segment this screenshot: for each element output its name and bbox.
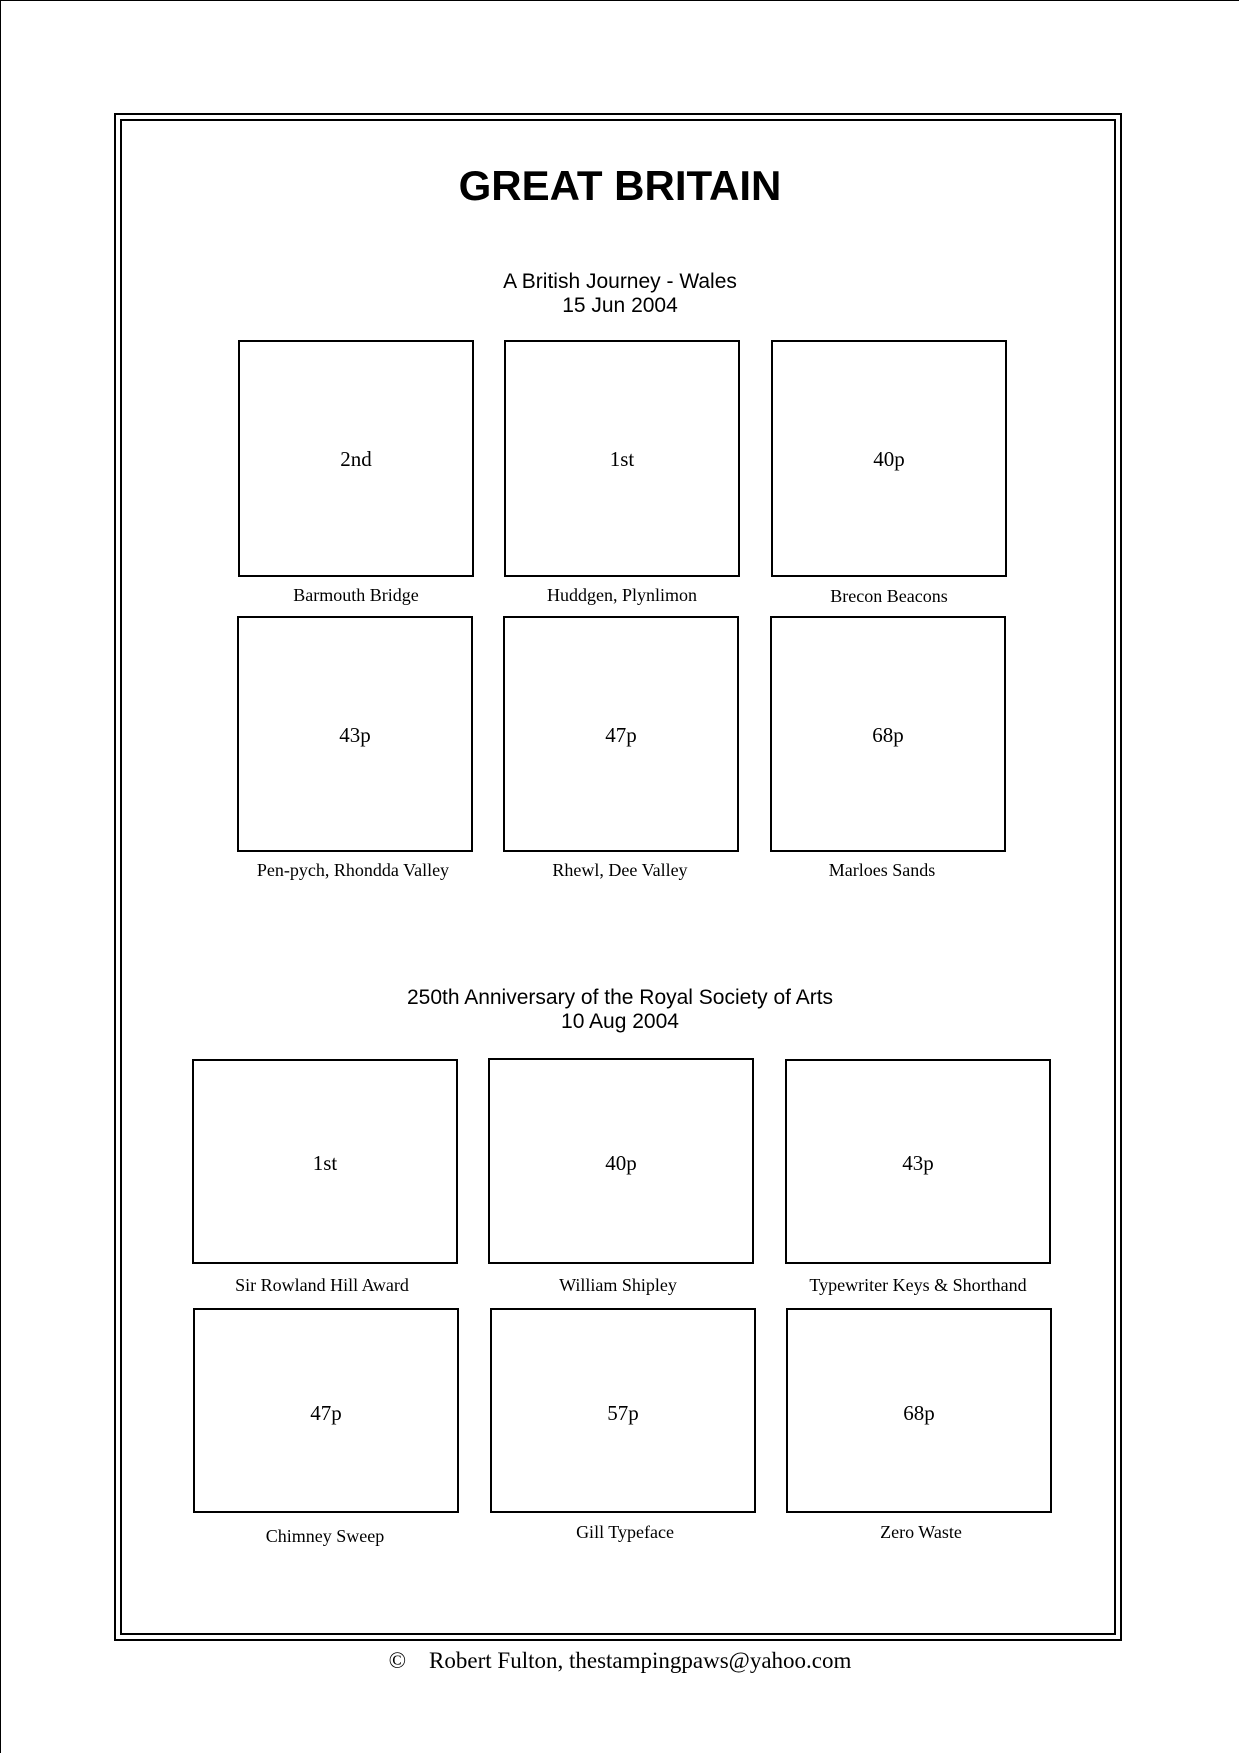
stamp-value: 43p: [339, 723, 371, 747]
copyright-footer: © Robert Fulton, thestampingpaws@yahoo.com: [388, 1648, 852, 1673]
stamp-value: 1st: [609, 447, 635, 471]
stamp-value: 68p: [872, 723, 904, 747]
stamp-value: 47p: [605, 723, 637, 747]
stamp-caption: Zero Waste: [880, 1522, 962, 1542]
stamp-box: [488, 1058, 754, 1264]
stamp-box: [193, 1308, 459, 1513]
stamp-caption: Barmouth Bridge: [293, 585, 419, 605]
stamp-box: [786, 1308, 1052, 1513]
stamp-caption: Marloes Sands: [828, 860, 936, 880]
stamp-box: [503, 616, 739, 852]
stamp-value: 2nd: [340, 447, 372, 471]
stamp-box: [785, 1059, 1051, 1264]
stamp-box: [771, 340, 1007, 577]
issue-2-title: 250th Anniversary of the Royal Society of Arts: [406, 986, 834, 1009]
stamp-caption: Typewriter Keys & Shorthand: [809, 1275, 1027, 1295]
stamp-value: 1st: [312, 1151, 338, 1175]
stamp-caption: Huddgen, Plynlimon: [546, 585, 697, 605]
stamp-box: [490, 1308, 756, 1513]
stamp-caption: Rhewl, Dee Valley: [552, 860, 688, 880]
stamp-value: 47p: [310, 1401, 342, 1425]
stamp-caption: Brecon Beacons: [830, 586, 948, 606]
page-title: GREAT BRITAIN: [458, 162, 782, 209]
stamp-caption: William Shipley: [559, 1275, 677, 1295]
stamp-box: [237, 616, 473, 852]
issue-2-date: 10 Aug 2004: [561, 1010, 679, 1033]
stamp-box: [504, 340, 740, 577]
stamp-caption: Pen-pych, Rhondda Valley: [256, 860, 450, 880]
stamp-value: 43p: [902, 1151, 934, 1175]
stamp-box: [192, 1059, 458, 1264]
stamp-box: [238, 340, 474, 577]
stamp-caption: Gill Typeface: [576, 1522, 674, 1542]
stamp-value: 40p: [605, 1151, 637, 1175]
stamp-value: 57p: [607, 1401, 639, 1425]
issue-1-date: 15 Jun 2004: [562, 294, 678, 317]
stamp-caption: Chimney Sweep: [265, 1526, 385, 1546]
issue-1-title: A British Journey - Wales: [503, 270, 737, 293]
stamp-box: [770, 616, 1006, 852]
stamp-value: 68p: [903, 1401, 935, 1425]
stamp-caption: Sir Rowland Hill Award: [235, 1275, 409, 1295]
stamp-value: 40p: [873, 447, 905, 471]
